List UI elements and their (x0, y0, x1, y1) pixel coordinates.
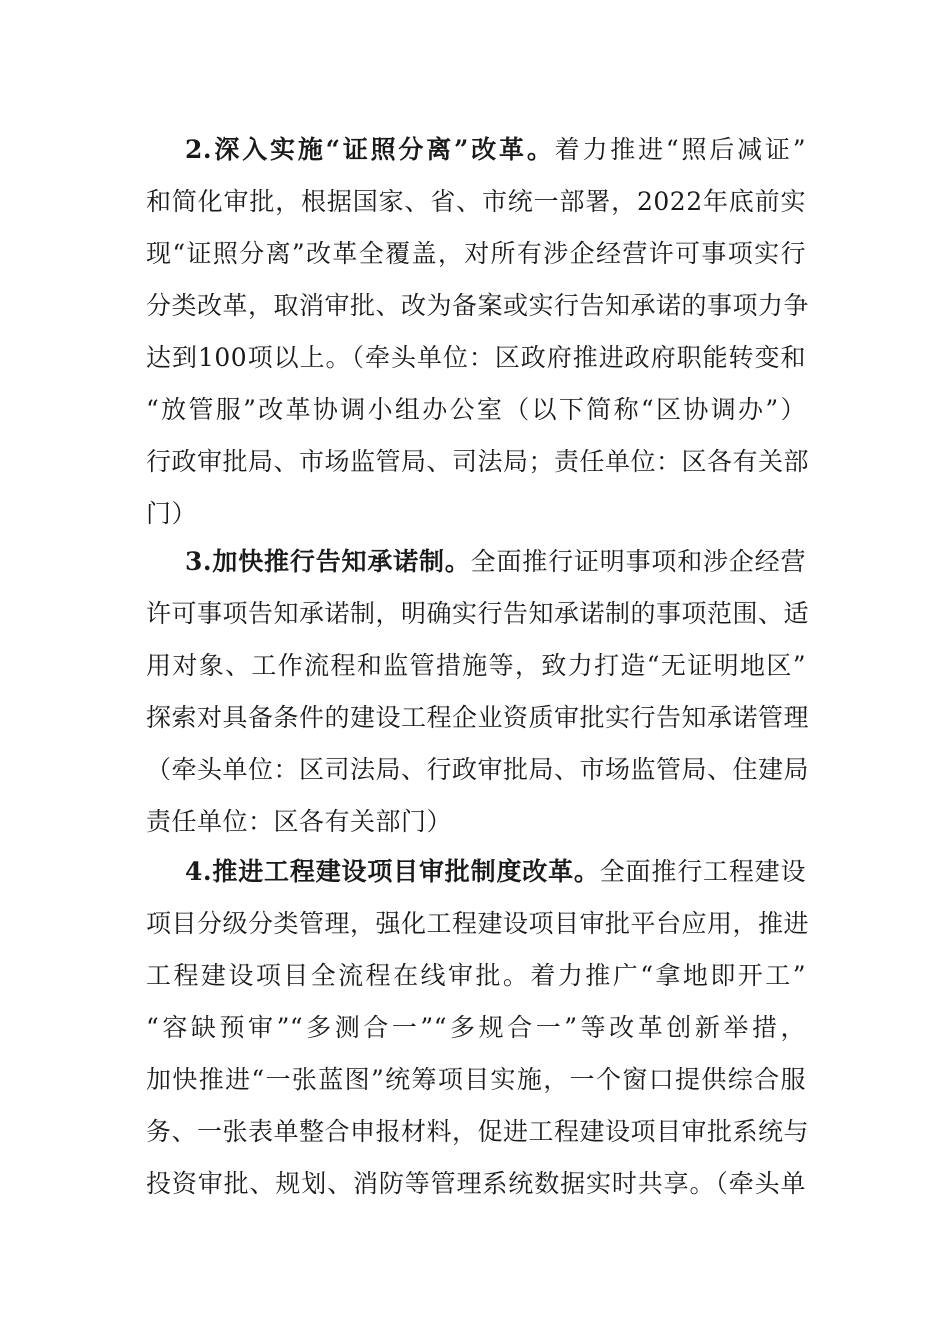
paragraph-item-2 (146, 124, 810, 540)
text-line: 行政审批局、市场监管局、司法局；责任单位：区各有关部 (146, 447, 810, 476)
text-line: 探索对具备条件的建设工程企业资质审批实行告知承诺管理 (146, 703, 810, 732)
paragraph-text: 全面推行证明事项和涉企经营 (470, 547, 806, 576)
text-line: 投资审批、规划、消防等管理系统数据实时共享。（牵头单 (146, 1169, 806, 1198)
text-line: 工程建设项目全流程在线审批。着力推广“拿地即开工” (146, 961, 806, 990)
paragraph-heading: 4.推进工程建设项目审批制度改革。 (185, 857, 600, 886)
text-line: “容缺预审”“多测合一”“多规合一”等改革创新举措， (146, 1013, 806, 1042)
text-line: 达到100项以上。（牵头单位：区政府推进政府职能转变和 (146, 343, 806, 372)
text-line (146, 536, 806, 588)
paragraph-heading: 3.加快推行告知承诺制。 (185, 547, 471, 576)
text-line: 项目分级分类管理，强化工程建设项目审批平台应用，推进 (146, 909, 810, 938)
text-line: 务、一张表单整合申报材料，促进工程建设项目审批系统与 (146, 1117, 810, 1146)
paragraph-text: 着力推进“照后减证” (554, 135, 806, 164)
paragraph-text: 全面推行工程建设 (599, 857, 806, 886)
text-line: （牵头单位：区司法局、行政审批局、市场监管局、住建局 (146, 755, 810, 784)
text-line: 加快推进“一张蓝图”统筹项目实施，一个窗口提供综合服 (146, 1065, 806, 1094)
paragraph-heading: 2.深入实施“证照分离”改革。 (185, 135, 555, 164)
paragraph-item-4 (146, 846, 810, 1210)
text-line: 分类改革，取消审批、改为备案或实行告知承诺的事项力争 (146, 291, 810, 320)
paragraph-item-3 (146, 536, 810, 848)
text-line: 责任单位：区各有关部门） (146, 807, 453, 836)
text-line: 门） (146, 499, 198, 528)
text-line: 现“证照分离”改革全覆盖，对所有涉企经营许可事项实行 (146, 239, 806, 268)
text-line: 许可事项告知承诺制，明确实行告知承诺制的事项范围、适 (146, 599, 810, 628)
text-line: 和简化审批，根据国家、省、市统一部署，2022年底前实 (146, 187, 806, 216)
text-line (146, 846, 806, 898)
text-line: 用对象、工作流程和监管措施等，致力打造“无证明地区” (146, 651, 806, 680)
text-line: “放管服”改革协调小组办公室（以下简称“区协调办”） (146, 395, 806, 424)
text-line (146, 124, 806, 176)
